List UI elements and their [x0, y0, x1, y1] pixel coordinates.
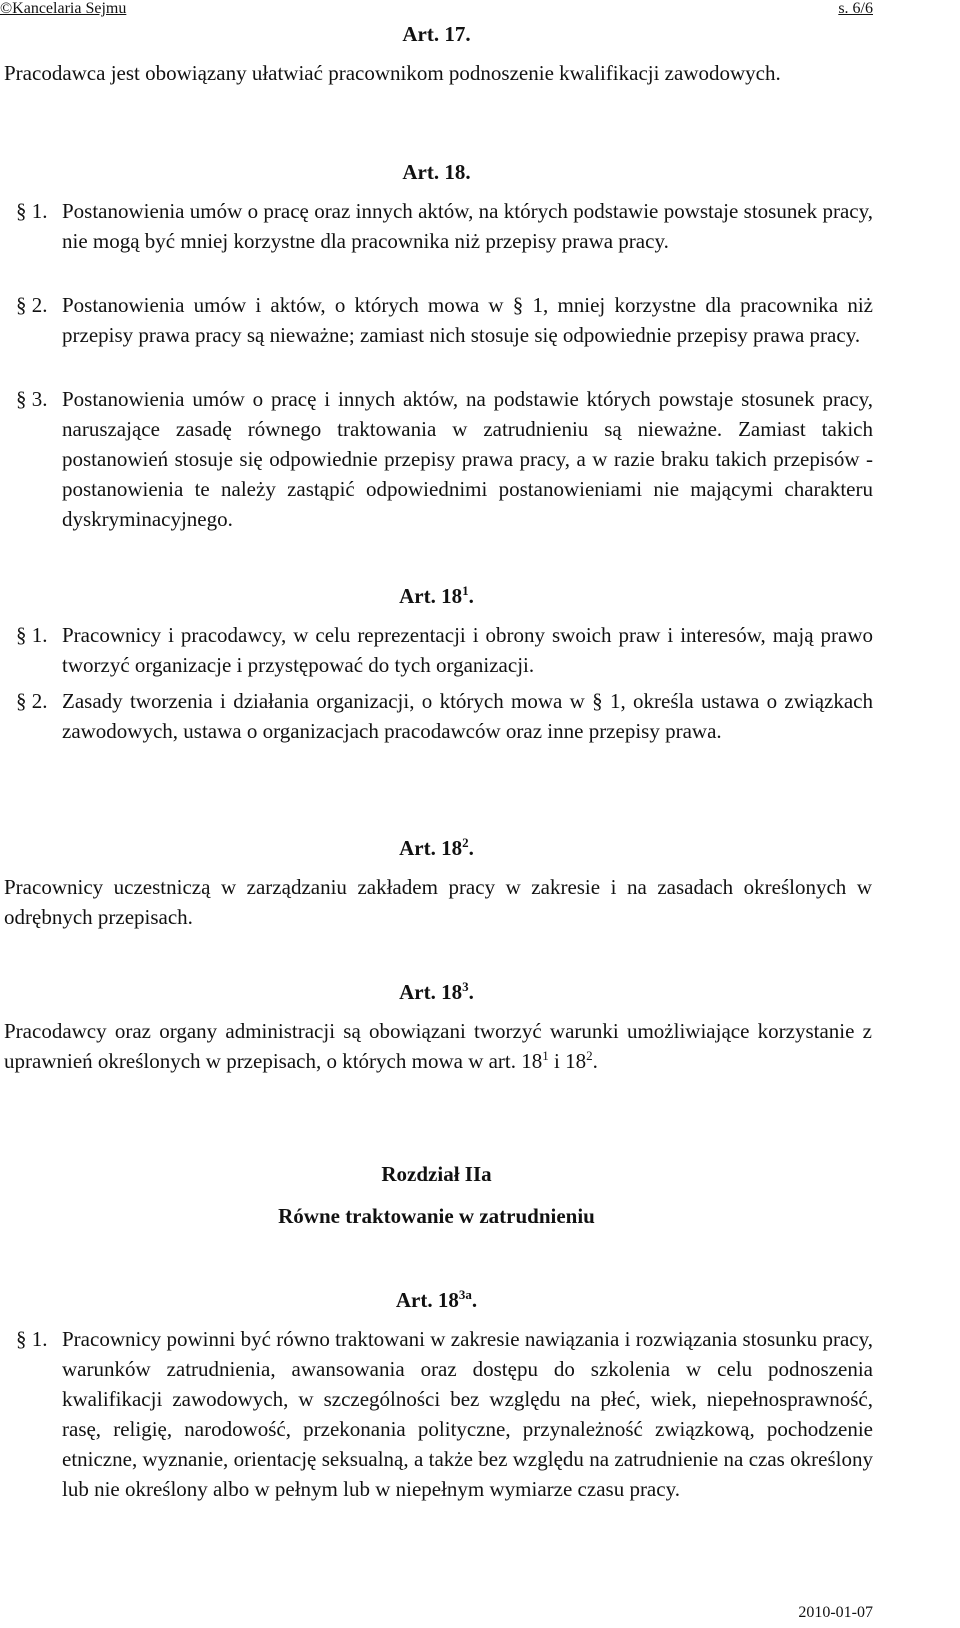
title-suffix: . — [468, 584, 474, 608]
par-text: Pracownicy powinni być równo traktowani w zakresie nawiązania i rozwiązania stosunku pracy, warunków zatrudnienia, awansowania oraz dostępu do szkolenia w celu podnoszenia kwalifikacji zawodowych, w szczególności bez względu na płeć, wiek, niepełnosprawność, rasę, religię, narodowość, przekonania polityczne, przynależność związkową, pochodzenie etniczne, wyznanie, orientację seksualną, a także bez względu na zatrudnienie na czas określony lub nie określony albo w pełnym lub w niepełnym wymiarze czasu pracy. — [62, 1327, 873, 1501]
par-text: Zasady tworzenia i działania organizacji, o których mowa w § 1, określa ustawa o związkach zawodowych, ustawa o organizacjach pracodawców oraz inne przepisy prawa. — [62, 689, 873, 743]
art-18-3-text — [4, 1016, 872, 1076]
par-prefix: § 1. — [16, 623, 48, 647]
title-text: Art. 18 — [399, 836, 463, 860]
header-page-number: s. 6/6 — [838, 0, 873, 17]
title-text: Art. 18 — [399, 980, 463, 1004]
title-suffix: . — [468, 980, 474, 1004]
art-18-1-par-2 — [16, 686, 873, 746]
art-18-2-title — [0, 836, 873, 861]
par-prefix: § 1. — [16, 1327, 48, 1351]
text-c: . — [592, 1049, 598, 1073]
header-copyright: ©Kancelaria Sejmu — [0, 0, 127, 17]
sup-b: 2 — [586, 1048, 593, 1063]
par-prefix: § 2. — [16, 293, 48, 317]
art-18-3a-title — [0, 1288, 873, 1313]
chapter-title: Równe traktowanie w zatrudnieniu — [278, 1204, 595, 1228]
art-18-2-text: Pracownicy uczestniczą w zarządzaniu zakładem pracy w zakresie i na zasadach określonych w odrębnych przepisach. — [4, 875, 872, 929]
title-sup: 2 — [462, 835, 469, 850]
art-18-par-2 — [16, 290, 873, 350]
par-prefix: § 2. — [16, 689, 48, 713]
art-18-par-1 — [16, 196, 873, 256]
title-sup: 3 — [462, 979, 469, 994]
art-18-title: Art. 18. — [402, 160, 471, 184]
art-18-3a-par-1 — [16, 1324, 873, 1504]
footer-date: 2010-01-07 — [798, 1604, 873, 1621]
art-18-3-title — [0, 980, 873, 1005]
chapter-label: Rozdział IIa — [381, 1162, 492, 1186]
title-suffix: . — [468, 836, 474, 860]
art-18-1-title — [0, 584, 873, 609]
par-text: Postanowienia umów o pracę i innych aktów, na podstawie których powstaje stosunek pracy, naruszające zasadę równego traktowania w zatrudnieniu są nieważne. Zamiast takich postanowień stosuje się odpowiednie przepisy prawa pracy, a w razie braku takich przepisów - postanowienia te należy zastąpić odpowiednimi postanowieniami nie mającymi charakteru dyskryminacyjnego. — [62, 387, 873, 531]
art-17-title: Art. 17. — [402, 22, 471, 46]
par-text: Postanowienia umów i aktów, o których mowa w § 1, mniej korzystne dla pracownika niż przepisy prawa pracy są nieważne; zamiast nich stosuje się odpowiednie przepisy prawa pracy. — [62, 293, 873, 347]
par-text: Postanowienia umów o pracę oraz innych aktów, na których podstawie powstaje stosunek pracy, nie mogą być mniej korzystne dla pracownika niż przepisy prawa pracy. — [62, 199, 873, 253]
par-prefix: § 3. — [16, 387, 48, 411]
art-17-text: Pracodawca jest obowiązany ułatwiać pracownikom podnoszenie kwalifikacji zawodowych. — [4, 61, 781, 85]
title-sup: 1 — [462, 583, 469, 598]
title-text: Art. 18 — [399, 584, 463, 608]
text-b: i 18 — [548, 1049, 587, 1073]
title-text: Art. 18 — [395, 1288, 459, 1312]
art-18-par-3 — [16, 384, 873, 534]
par-prefix: § 1. — [16, 199, 48, 223]
title-sup: 3a — [458, 1287, 472, 1302]
art-18-1-par-1 — [16, 620, 873, 680]
text-a: Pracodawcy oraz organy administracji są obowiązani tworzyć warunki umożliwiające korzystanie z uprawnień określonych w przepisach, o których mowa w art. 18 — [4, 1019, 872, 1073]
par-text: Pracownicy i pracodawcy, w celu reprezentacji i obrony swoich praw i interesów, mają prawo tworzyć organizacje i przystępować do tych organizacji. — [62, 623, 873, 677]
title-suffix: . — [471, 1288, 478, 1312]
sup-a: 1 — [542, 1048, 549, 1063]
